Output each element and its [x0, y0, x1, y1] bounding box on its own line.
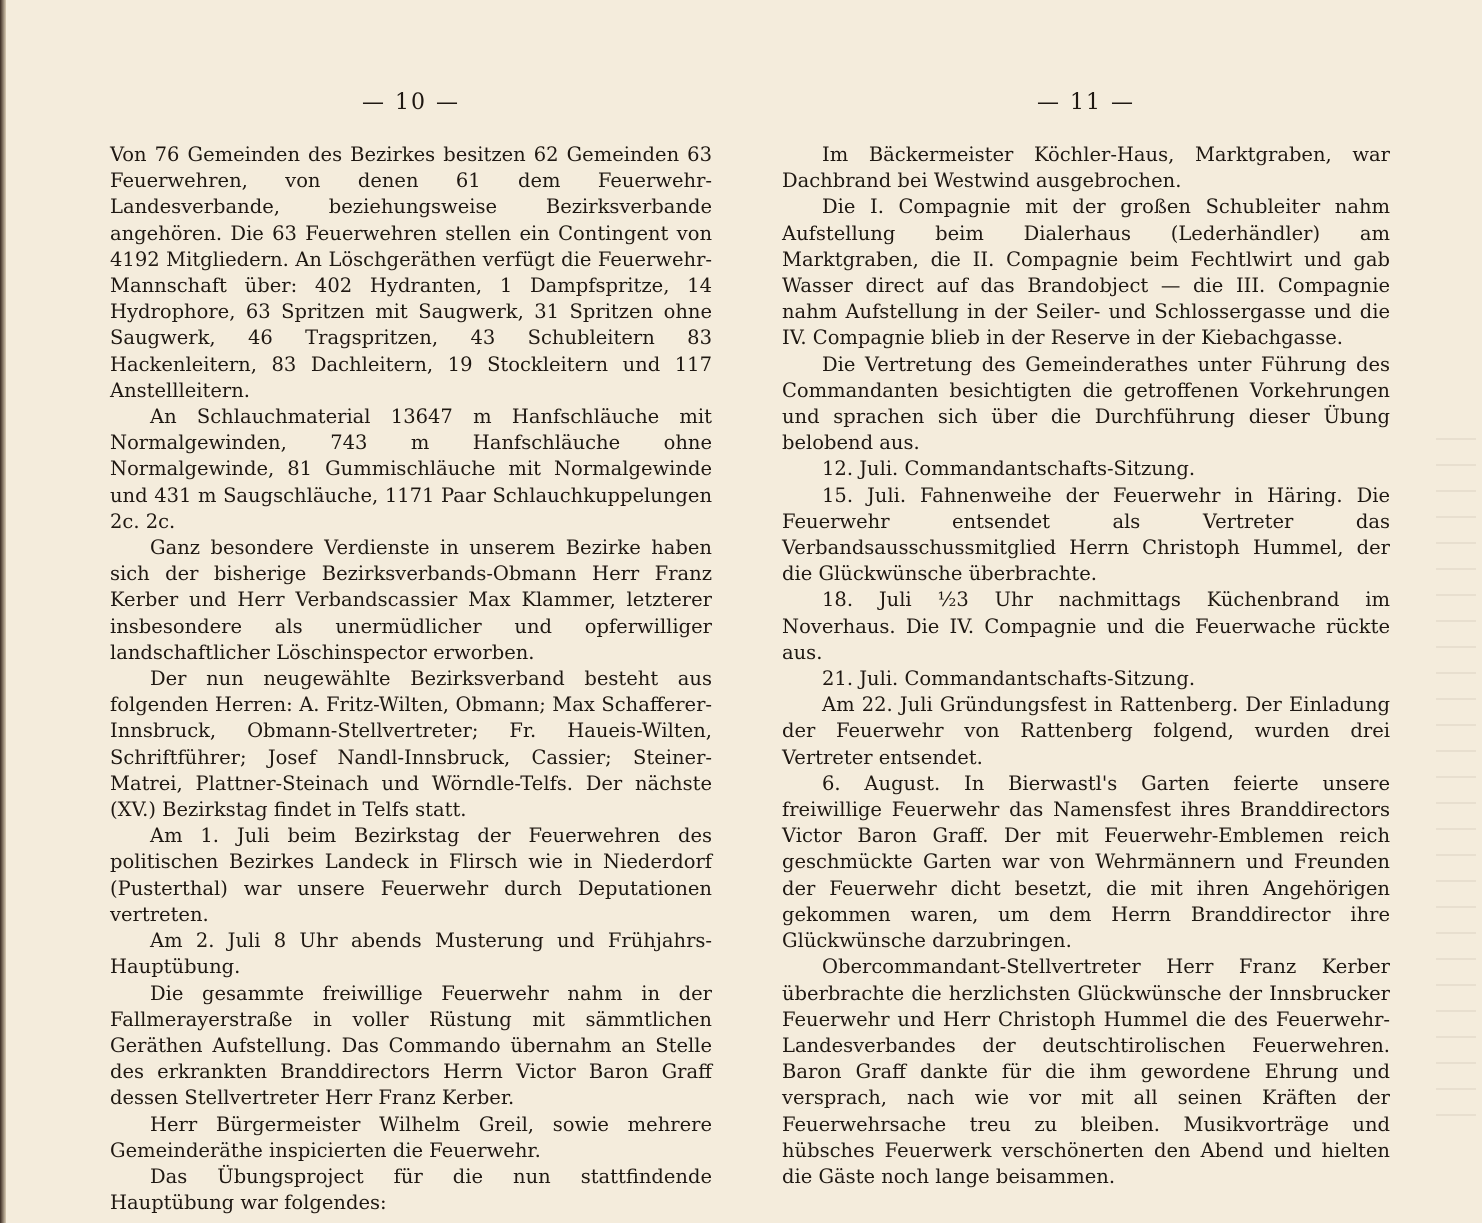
page-edge: [0, 0, 6, 1223]
paragraph: An Schlauchmaterial 13647 m Hanfschläuche mit Normalgewinden, 743 m Hanfschläuche ohne Normalgewinde, 81 Gummischläuche mit Normalgewinde und 431 m Saugschläuche, 1171 Paar Schlauchkuppelungen 2c. 2c.: [110, 405, 712, 533]
paragraph: Im Bäckermeister Köchler-Haus, Marktgraben, war Dachbrand bei Westwind ausgebrochen.: [782, 143, 1390, 193]
paragraph: Die gesammte freiwillige Feuerwehr nahm in der Fallmerayerstraße in voller Rüstung mit sämmtlichen Geräthen Aufstellung. Das Commando übernahm an Stelle des erkrankten Branddirectors Herrn Victor Baron Graff dessen Stellvertreter Herr Franz Kerber.: [110, 981, 712, 1110]
paragraph: Herr Bürgermeister Wilhelm Greil, sowie mehrere Gemeinderäthe inspicierten die Feuerwehr.: [110, 1112, 712, 1162]
right-page: [742, 0, 1482, 1223]
paragraph: Die I. Compagnie mit der großen Schubleiter nahm Aufstellung beim Dialerhaus (Lederhändler) am Marktgraben, die II. Compagnie beim Fechtlwirt und gab Wasser direct auf das Brandobject — die III. Compagnie nahm Aufstellung in der Seiler- und Schlossergasse und die IV. Compagnie blieb in der Reserve in der Kiebachgasse.: [782, 195, 1390, 350]
paragraph: Die Vertretung des Gemeinderathes unter Führung des Commandanten besichtigten die getroffenen Vorkehrungen und sprachen sich über die Durchführung dieser Übung belobend aus.: [782, 352, 1390, 455]
paragraph: 12. Juli. Commandantschafts-Sitzung.: [822, 457, 1196, 481]
bleed-through-shadow: [1436, 420, 1476, 1120]
paragraph: 15. Juli. Fahnenweihe der Feuerwehr in Häring. Die Feuerwehr entsendet als Vertreter das Verbandsausschussmitglied Herrn Christoph Hummel, der die Glückwünsche überbrachte.: [782, 483, 1390, 586]
paragraph: Von 76 Gemeinden des Bezirkes besitzen 62 Gemeinden 63 Feuerwehren, von denen 61 dem Feuerwehr-Landesverbande, beziehungsweise Bezirksverbande angehören. Die 63 Feuerwehren stellen ein Contingent von 4192 Mitgliedern. An Löschgeräthen verfügt die Feuerwehr-Mannschaft über: 402 Hydranten, 1 Dampfspritze, 14 Hydrophore, 63 Spritzen mit Saugwerk, 31 Spritzen ohne Saugwerk, 46 Tragspritzen, 43 Schubleitern 83 Hackenleitern, 83 Dachleitern, 19 Stockleitern und 117 Anstellleitern.: [110, 143, 712, 402]
paragraph: Das Übungsproject für die nun stattfindende Hauptübung war folgendes:: [110, 1164, 712, 1215]
paragraph: 6. August. In Bierwastl's Garten feierte unsere freiwillige Feuerwehr das Namensfest ihres Branddirectors Victor Baron Graff. Der mit Feuerwehr-Emblemen reich geschmückte Garten war von Wehrmännern und Freunden der Feuerwehr dicht besetzt, die mit ihren Angehörigen gekommen waren, um dem Herrn Branddirector ihre Glückwünsche darzubringen.: [782, 771, 1390, 953]
paragraph: Am 22. Juli Gründungsfest in Rattenberg. Der Einladung der Feuerwehr von Rattenberg folgend, wurden drei Vertreter entsendet.: [782, 693, 1390, 769]
paragraph: 18. Juli ½3 Uhr nachmittags Küchenbrand im Noverhaus. Die IV. Compagnie und die Feuerwache rückte aus.: [782, 588, 1390, 664]
page-number-right: — 11 —: [1037, 90, 1135, 115]
paragraph: Ganz besondere Verdienste in unserem Bezirke haben sich der bisherige Bezirksverbands-Obmann Herr Franz Kerber und Herr Verbandscassier Max Klammer, letzterer insbesondere als unermüdlicher und opferwilliger landschaftlicher Löschinspector erworben.: [110, 536, 712, 664]
paragraph: 21. Juli. Commandantschafts-Sitzung.: [822, 667, 1196, 691]
paragraph: Am 1. Juli beim Bezirkstag der Feuerwehren des politischen Bezirkes Landeck in Flirsch wie in Niederdorf (Pusterthal) war unsere Feuerwehr durch Deputationen vertreten.: [110, 824, 712, 926]
paragraph: Obercommandant-Stellvertreter Herr Franz Kerber überbrachte die herzlichsten Glückwünsche der Innsbrucker Feuerwehr und Herr Christoph Hummel die des Feuerwehr-Landesverbandes der deutschtirolischen Feuerwehren. Baron Graff dankte für die ihm gewordene Ehrung und versprach, nach wie vor mit all seinen Kräften der Feuerwehrsache treu zu bleiben. Musikvorträge und hübsches Feuerwerk verschönerten den Abend und hielten die Gäste noch lange beisammen.: [782, 955, 1390, 1188]
paragraph: Am 2. Juli 8 Uhr abends Musterung und Frühjahrs-Hauptübung.: [110, 929, 712, 979]
paragraph: Der nun neugewählte Bezirksverband besteht aus folgenden Herren: A. Fritz-Wilten, Obmann; Max Schafferer-Innsbruck, Obmann-Stellvertreter; Fr. Haueis-Wilten, Schriftführer; Josef Nandl-Innsbruck, Cassier; Steiner-Matrei, Plattner-Steinach und Wörndle-Telfs. Der nächste (XV.) Bezirkstag findet in Telfs statt.: [110, 667, 712, 822]
page-number-left: — 10 —: [362, 90, 460, 115]
